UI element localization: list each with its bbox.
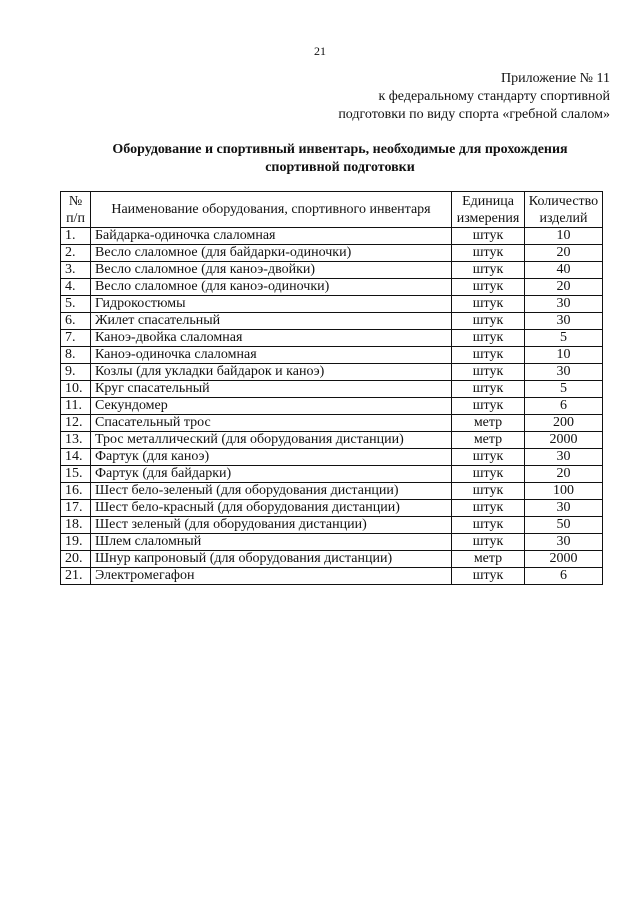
cell-quantity: 6 (525, 398, 603, 415)
table-row (61, 517, 603, 534)
appendix-header (338, 70, 610, 124)
header-quantity (525, 192, 603, 228)
table-row (61, 381, 603, 398)
appendix-line: подготовки по виду спорта «гребной слалом» (338, 107, 610, 122)
cell-name: Байдарка-одиночка слаломная (91, 228, 452, 245)
cell-number: 2. (61, 245, 91, 262)
cell-name: Весло слаломное (для байдарки-одиночки) (91, 245, 452, 262)
cell-unit: штук (452, 483, 525, 500)
cell-name: Электромегафон (91, 568, 452, 585)
table-row (61, 364, 603, 381)
cell-quantity: 30 (525, 313, 603, 330)
table-row (61, 415, 603, 432)
appendix-line: к федеральному стандарту спортивной (378, 89, 610, 104)
cell-quantity: 5 (525, 381, 603, 398)
cell-number: 19. (61, 534, 91, 551)
table-row (61, 432, 603, 449)
table-row (61, 347, 603, 364)
cell-name: Весло слаломное (для каноэ-одиночки) (91, 279, 452, 296)
cell-quantity: 100 (525, 483, 603, 500)
cell-number: 15. (61, 466, 91, 483)
cell-unit: штук (452, 517, 525, 534)
cell-number: 7. (61, 330, 91, 347)
cell-unit: штук (452, 313, 525, 330)
cell-number: 4. (61, 279, 91, 296)
cell-name: Круг спасательный (91, 381, 452, 398)
cell-name: Гидрокостюмы (91, 296, 452, 313)
cell-name: Шнур капроновый (для оборудования дистанции) (91, 551, 452, 568)
table-row (61, 568, 603, 585)
cell-quantity: 30 (525, 449, 603, 466)
table-row (61, 398, 603, 415)
cell-unit: штук (452, 534, 525, 551)
cell-unit: штук (452, 466, 525, 483)
cell-name: Фартук (для каноэ) (91, 449, 452, 466)
cell-number: 9. (61, 364, 91, 381)
cell-name: Жилет спасательный (91, 313, 452, 330)
cell-unit: штук (452, 364, 525, 381)
cell-unit: штук (452, 381, 525, 398)
cell-unit: метр (452, 415, 525, 432)
cell-unit: штук (452, 330, 525, 347)
table-row (61, 262, 603, 279)
header-number-line1: № (68, 193, 83, 209)
cell-number: 1. (61, 228, 91, 245)
cell-unit: штук (452, 262, 525, 279)
cell-name: Шлем слаломный (91, 534, 452, 551)
cell-number: 18. (61, 517, 91, 534)
cell-unit: штук (452, 347, 525, 364)
table-row (61, 466, 603, 483)
cell-name: Трос металлический (для оборудования дистанции) (91, 432, 452, 449)
cell-quantity: 30 (525, 364, 603, 381)
table-row (61, 279, 603, 296)
cell-quantity: 200 (525, 415, 603, 432)
cell-name: Шест зеленый (для оборудования дистанции) (91, 517, 452, 534)
cell-number: 10. (61, 381, 91, 398)
cell-unit: штук (452, 296, 525, 313)
title-line: спортивной подготовки (265, 160, 415, 175)
cell-name: Фартук (для байдарки) (91, 466, 452, 483)
cell-quantity: 5 (525, 330, 603, 347)
cell-number: 5. (61, 296, 91, 313)
header-unit-line1: Единица (462, 193, 514, 209)
cell-unit: штук (452, 449, 525, 466)
table-row (61, 551, 603, 568)
cell-name: Весло слаломное (для каноэ-двойки) (91, 262, 452, 279)
cell-quantity: 50 (525, 517, 603, 534)
cell-unit: метр (452, 432, 525, 449)
page-number: 21 (314, 44, 326, 58)
cell-unit: штук (452, 500, 525, 517)
header-quantity-line1: Количество (528, 193, 599, 209)
cell-number: 11. (61, 398, 91, 415)
table-row (61, 313, 603, 330)
header-number (61, 192, 91, 228)
header-name: Наименование оборудования, спортивного инвентаря (91, 192, 452, 228)
cell-number: 3. (61, 262, 91, 279)
header-unit (452, 192, 525, 228)
header-number-line2: п/п (66, 210, 85, 226)
cell-number: 6. (61, 313, 91, 330)
title-line: Оборудование и спортивный инвентарь, необходимые для прохождения (112, 142, 568, 157)
header-unit-line2: измерения (456, 210, 520, 226)
cell-number: 20. (61, 551, 91, 568)
cell-quantity: 10 (525, 347, 603, 364)
cell-quantity: 40 (525, 262, 603, 279)
cell-name: Шест бело-красный (для оборудования дистанции) (91, 500, 452, 517)
cell-name: Каноэ-одиночка слаломная (91, 347, 452, 364)
cell-quantity: 20 (525, 466, 603, 483)
cell-number: 21. (61, 568, 91, 585)
table-row (61, 245, 603, 262)
cell-name: Спасательный трос (91, 415, 452, 432)
cell-unit: метр (452, 551, 525, 568)
cell-quantity: 6 (525, 568, 603, 585)
cell-quantity: 30 (525, 296, 603, 313)
cell-unit: штук (452, 228, 525, 245)
cell-number: 8. (61, 347, 91, 364)
table-row (61, 500, 603, 517)
cell-name: Секундомер (91, 398, 452, 415)
appendix-line: Приложение № 11 (501, 71, 610, 86)
document-title (60, 141, 620, 177)
cell-quantity: 10 (525, 228, 603, 245)
cell-number: 16. (61, 483, 91, 500)
cell-quantity: 20 (525, 245, 603, 262)
cell-quantity: 2000 (525, 432, 603, 449)
table-row (61, 330, 603, 347)
header-quantity-line2: изделий (539, 210, 588, 226)
cell-quantity: 20 (525, 279, 603, 296)
table-row (61, 228, 603, 245)
cell-quantity: 30 (525, 500, 603, 517)
equipment-table (60, 191, 603, 585)
cell-name: Козлы (для укладки байдарок и каноэ) (91, 364, 452, 381)
table-row (61, 449, 603, 466)
table-row (61, 483, 603, 500)
cell-unit: штук (452, 568, 525, 585)
cell-number: 12. (61, 415, 91, 432)
cell-unit: штук (452, 398, 525, 415)
cell-number: 17. (61, 500, 91, 517)
cell-number: 14. (61, 449, 91, 466)
cell-quantity: 2000 (525, 551, 603, 568)
cell-unit: штук (452, 245, 525, 262)
cell-number: 13. (61, 432, 91, 449)
cell-quantity: 30 (525, 534, 603, 551)
table-row (61, 534, 603, 551)
table-header-row (61, 192, 603, 228)
table-row (61, 296, 603, 313)
cell-unit: штук (452, 279, 525, 296)
cell-name: Каноэ-двойка слаломная (91, 330, 452, 347)
cell-name: Шест бело-зеленый (для оборудования дистанции) (91, 483, 452, 500)
